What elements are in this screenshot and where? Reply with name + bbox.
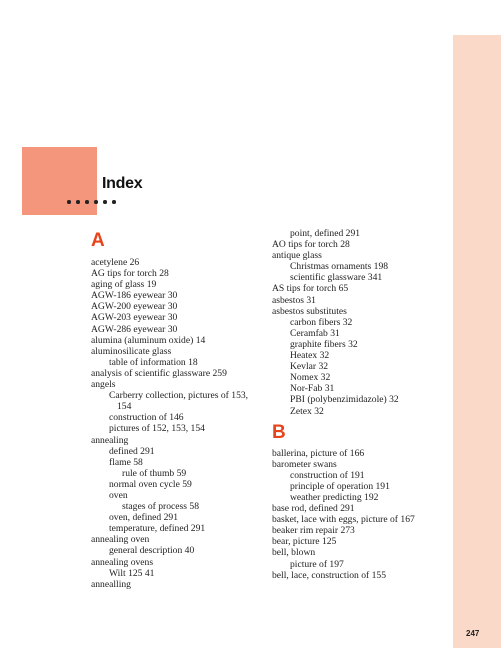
index-subentry: Nomex 32 [290, 372, 331, 384]
dot [67, 200, 71, 204]
index-entry: annealing [91, 434, 129, 446]
index-subentry: Carberry collection, pictures of 153, [109, 390, 249, 402]
index-entry: angels [91, 379, 116, 391]
index-subentry: graphite fibers 32 [290, 338, 358, 350]
index-entry: bell, lace, construction of 155 [272, 569, 387, 581]
index-entry: bell, blown [272, 547, 316, 559]
index-subentry: principle of operation 191 [290, 480, 390, 492]
index-entry: acetylene 26 [91, 257, 140, 268]
index-entry: basket, lace with eggs, picture of 167 [272, 514, 415, 526]
index-subentry: carbon fibers 32 [290, 316, 353, 328]
index-subentry: Wilt 125 41 [109, 567, 155, 579]
index-subentry: pictures of 152, 153, 154 [109, 423, 205, 435]
dot [103, 200, 107, 204]
index-subentry: construction of 191 [290, 469, 365, 481]
index-subentry: scientific glassware 341 [290, 272, 383, 284]
index-subentry: point, defined 291 [290, 228, 361, 239]
index-subentry: weather predicting 192 [290, 491, 379, 503]
index-entry: aging of glass 19 [91, 279, 157, 291]
index-entry: alumina (aluminum oxide) 14 [91, 334, 206, 346]
index-entry: aluminosilicate glass [91, 345, 172, 357]
index-entry: AS tips for torch 65 [272, 283, 349, 295]
index-entry: bear, picture 125 [272, 536, 337, 548]
index-subentry: Kevlar 32 [290, 361, 329, 373]
index-entry: barometer swans [272, 458, 337, 470]
index-subentry: construction of 146 [109, 412, 184, 424]
index-entry: analysis of scientific glassware 259 [91, 367, 227, 379]
index-entry: AGW-203 eyewear 30 [91, 312, 178, 324]
index-subentry: picture of 197 [290, 558, 344, 570]
index-subentry: Ceramfab 31 [290, 327, 340, 339]
index-subentry: Heatex 32 [290, 350, 330, 362]
index-subentry: temperature, defined 291 [109, 523, 206, 535]
index-entry: AG tips for torch 28 [91, 268, 169, 280]
side-color-strip [453, 35, 501, 648]
section-letter-b: B [272, 421, 286, 443]
index-entry: base rod, defined 291 [272, 503, 355, 515]
section-letter-a: A [91, 230, 105, 251]
index-subsubentry: stages of process 58 [122, 501, 199, 513]
page-title: Index [102, 175, 143, 192]
index-entry: beaker rim repair 273 [272, 525, 355, 537]
index-entry: AO tips for torch 28 [272, 239, 350, 251]
index-entry: annealing ovens [91, 556, 154, 568]
index-subentry: table of information 18 [109, 356, 198, 368]
index-subentry: general description 40 [109, 545, 195, 557]
index-entry: asbestos substitutes [272, 305, 347, 317]
dot [94, 200, 98, 204]
index-subentry: Christmas ornaments 198 [290, 261, 389, 273]
index-subentry: oven [109, 489, 128, 501]
index-subentry: flame 58 [109, 456, 143, 468]
dot [76, 200, 80, 204]
index-subentry: defined 291 [109, 445, 155, 457]
index-subentry: Zetex 32 [290, 405, 324, 417]
index-entry: AGW-200 eyewear 30 [91, 301, 178, 313]
index-entry: asbestos 31 [272, 294, 316, 306]
index-entry: AGW-186 eyewear 30 [91, 290, 178, 302]
index-subentry: PBI (polybenzimidazole) 32 [290, 394, 399, 406]
index-entry: ballerina, picture of 166 [272, 447, 365, 459]
index-subsubentry: rule of thumb 59 [122, 467, 187, 479]
page-number: 247 [466, 629, 480, 638]
index-entry: annealing oven [91, 534, 150, 546]
index-subentry: Nor-Fab 31 [290, 383, 335, 395]
index-entry: AGW-286 eyewear 30 [91, 323, 178, 335]
index-column-right [272, 228, 450, 581]
dot [112, 200, 116, 204]
index-entry: annealling [91, 578, 131, 590]
index-subentry-continuation: 154 [117, 401, 132, 413]
index-column-left [91, 230, 261, 590]
index-subentry: normal oven cycle 59 [109, 478, 192, 490]
dot [85, 200, 89, 204]
index-subentry: oven, defined 291 [109, 512, 179, 524]
heading-color-block [22, 147, 97, 215]
index-entry: antique glass [272, 250, 322, 262]
